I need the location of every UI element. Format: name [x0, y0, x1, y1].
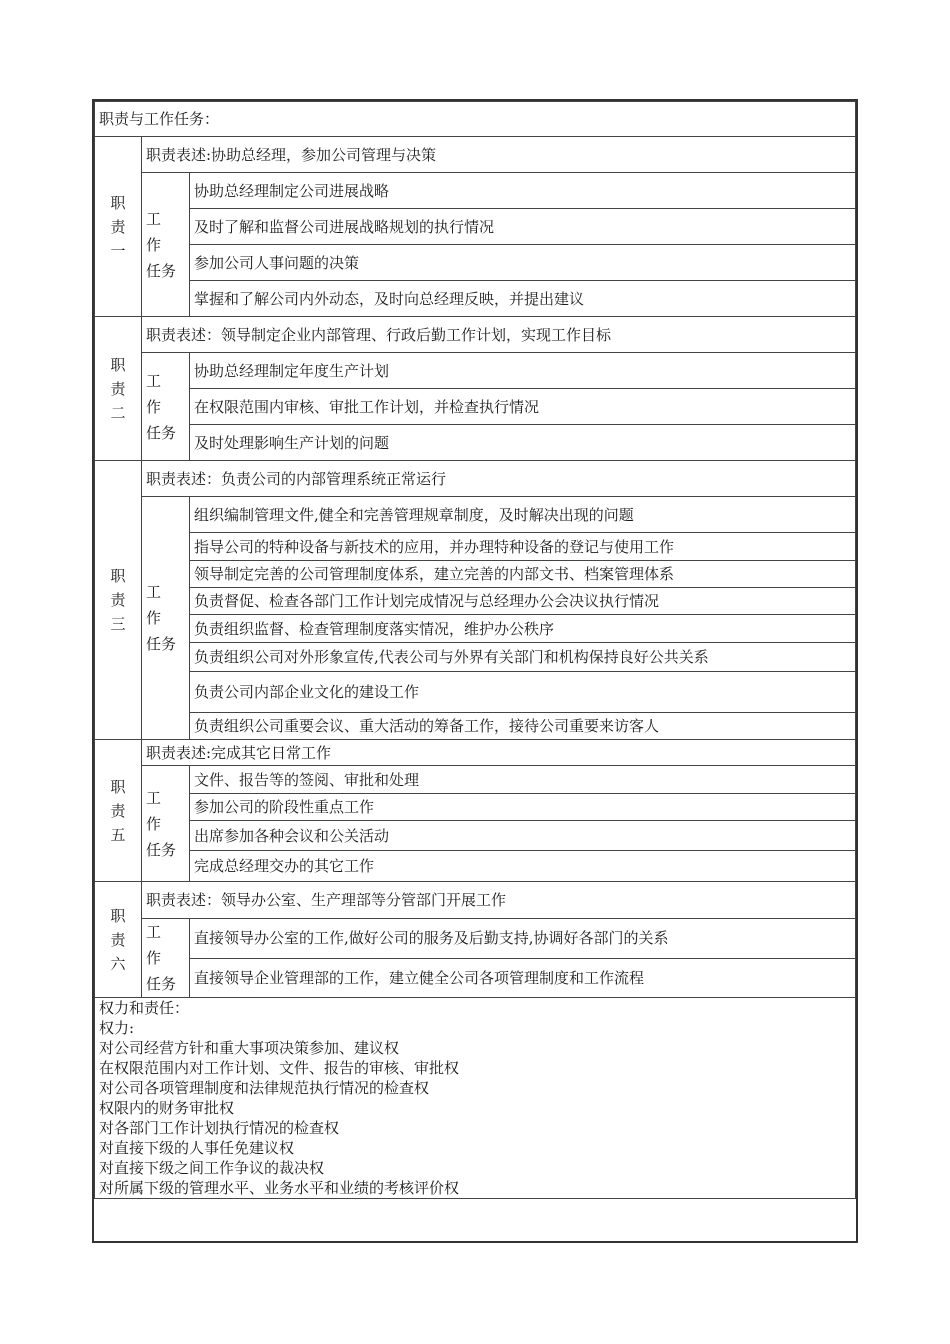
duty-label: 职 责 二 [95, 317, 142, 461]
task-item: 及时处理影响生产计划的问题 [190, 425, 856, 461]
duties-table [92, 99, 858, 1243]
power-item: 对直接下级之间工作争议的裁决权 [99, 1159, 325, 1177]
duty-label: 职 责 一 [95, 137, 142, 317]
power-item: 对直接下级的人事任免建议权 [99, 1139, 295, 1157]
duty-label: 职 责 六 [95, 882, 142, 998]
duty-statement: 职责表述:协助总经理，参加公司管理与决策 [142, 137, 856, 173]
task-item: 直接领导企业管理部的工作，建立健全公司各项管理制度和工作流程 [190, 958, 856, 998]
task-item: 文件、报告等的签阅、审批和处理 [190, 766, 856, 794]
task-item: 负责组织监督、检查管理制度落实情况，维护办公秩序 [190, 615, 856, 643]
task-item: 参加公司人事问题的决策 [190, 245, 856, 281]
duty-statement: 职责表述：负责公司的内部管理系统正常运行 [142, 461, 856, 497]
power-item: 对所属下级的管理水平、业务水平和业绩的考核评价权 [99, 1179, 460, 1197]
task-item: 及时了解和监督公司进展战略规划的执行情况 [190, 209, 856, 245]
task-item: 完成总经理交办的其它工作 [190, 851, 856, 882]
task-item: 负责组织公司重要会议、重大活动的筹备工作，接待公司重要来访客人 [190, 713, 856, 740]
duty-label: 职 责 三 [95, 461, 142, 740]
task-item: 在权限范围内审核、审批工作计划，并检查执行情况 [190, 389, 856, 425]
power-item: 对各部门工作计划执行情况的检查权 [99, 1119, 340, 1137]
task-label: 工 作 任务 [142, 353, 190, 461]
task-item: 直接领导办公室的工作,做好公司的服务及后勤支持,协调好各部门的关系 [190, 919, 856, 959]
powers-section [95, 998, 856, 1199]
power-item: 在权限范围内对工作计划、文件、报告的审核、审批权 [99, 1059, 460, 1077]
task-item: 组织编制管理文件,健全和完善管理规章制度，及时解决出现的问题 [190, 497, 856, 533]
task-label: 工 作 任务 [142, 766, 190, 882]
section-header: 职责与工作任务： [95, 102, 856, 137]
task-item: 负责组织公司对外形象宣传,代表公司与外界有关部门和机构保持良好公共关系 [190, 643, 856, 672]
task-item: 协助总经理制定公司进展战略 [190, 173, 856, 209]
powers-subtitle: 权力: [99, 1019, 135, 1037]
duty-label: 职 责 五 [95, 740, 142, 882]
task-label: 工 作 任务 [142, 173, 190, 317]
task-label: 工 作 任务 [142, 497, 190, 740]
duty-statement: 职责表述:完成其它日常工作 [142, 740, 856, 766]
task-item: 协助总经理制定年度生产计划 [190, 353, 856, 389]
task-item: 领导制定完善的公司管理制度体系，建立完善的内部文书、档案管理体系 [190, 561, 856, 588]
powers-title: 权力和责任： [99, 999, 190, 1017]
power-item: 对公司经营方针和重大事项决策参加、建议权 [99, 1039, 400, 1057]
task-label: 工 作 任务 [142, 919, 190, 998]
task-item: 参加公司的阶段性重点工作 [190, 794, 856, 821]
power-item: 对公司各项管理制度和法律规范执行情况的检查权 [99, 1079, 430, 1097]
task-item: 指导公司的特种设备与新技术的应用，并办理特种设备的登记与使用工作 [190, 533, 856, 561]
duty-statement: 职责表述：领导办公室、生产理部等分管部门开展工作 [142, 882, 856, 919]
task-item: 负责督促、检查各部门工作计划完成情况与总经理办公会决议执行情况 [190, 588, 856, 615]
task-item: 负责公司内部企业文化的建设工作 [190, 672, 856, 713]
power-item: 权限内的财务审批权 [99, 1099, 235, 1117]
duty-statement: 职责表述：领导制定企业内部管理、行政后勤工作计划，实现工作目标 [142, 317, 856, 353]
task-item: 出席参加各种会议和公关活动 [190, 821, 856, 851]
duties-grid [94, 101, 856, 1199]
task-item: 掌握和了解公司内外动态，及时向总经理反映，并提出建议 [190, 281, 856, 317]
